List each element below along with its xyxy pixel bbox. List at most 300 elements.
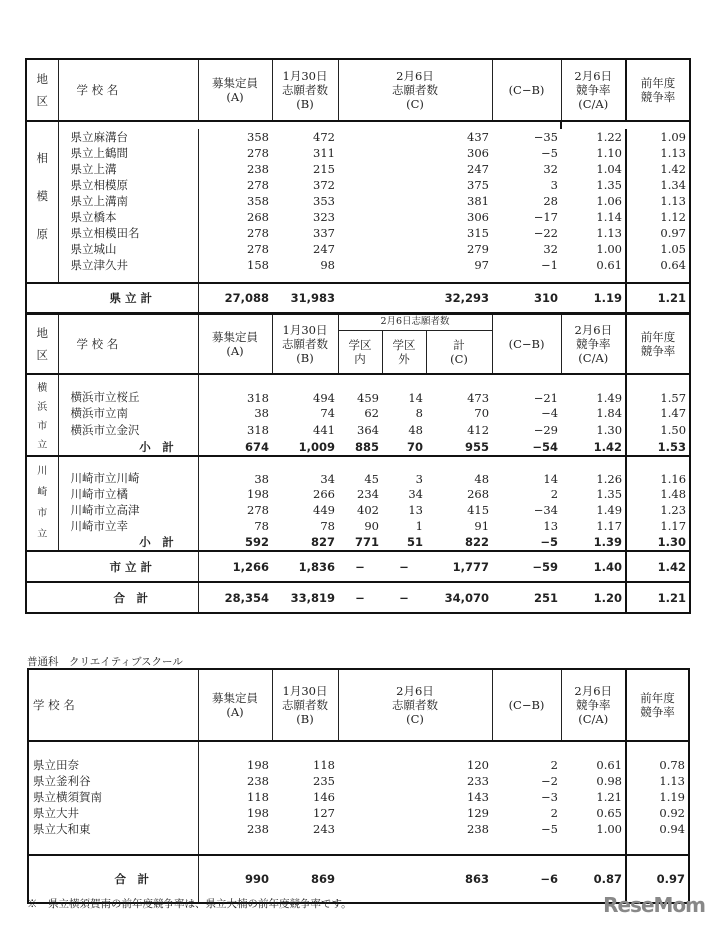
header-school: 学 校 名 xyxy=(58,59,198,121)
spacer-cell xyxy=(626,273,690,283)
total-value: 1.19 xyxy=(561,283,626,313)
value-cell: −2 xyxy=(541,774,558,788)
header-school: 学 校 名 xyxy=(33,698,75,712)
value-cell: 337 xyxy=(313,226,335,240)
total-value: − xyxy=(382,582,426,613)
header-line: 志願者数 xyxy=(282,698,328,712)
value-cell: 278 xyxy=(198,502,272,518)
value-cell: 235 xyxy=(313,774,335,788)
value-cell: 247 xyxy=(313,242,335,256)
table-row xyxy=(26,502,690,518)
value-cell: 441 xyxy=(313,423,335,438)
value-cell: 3 xyxy=(550,178,558,192)
header-line: (C/A) xyxy=(578,97,609,111)
school-name: 県立田奈 xyxy=(33,758,79,772)
value-cell: 32 xyxy=(543,162,558,176)
school-name: 県立大井 xyxy=(33,806,79,820)
value-cell: 1.39 xyxy=(593,535,623,549)
value-cell: 1.35 xyxy=(596,178,622,192)
district-char: 原 xyxy=(36,227,48,241)
header-school: 学 校 名 xyxy=(58,314,198,374)
spacer-cell xyxy=(492,273,561,283)
value-cell: 402 xyxy=(357,503,379,517)
school-name: 県立上溝 xyxy=(70,162,117,176)
spacer-cell xyxy=(198,121,272,129)
header-line: (B) xyxy=(296,97,314,111)
total-row xyxy=(26,551,690,582)
total-value: 1.40 xyxy=(561,551,626,582)
value-cell: 198 xyxy=(198,757,272,773)
table-row xyxy=(26,225,690,241)
value-cell: 1.35 xyxy=(596,487,623,501)
header-line: 区 xyxy=(36,94,48,108)
spacer-cell xyxy=(272,121,338,129)
header-line: 1月30日 xyxy=(282,323,328,337)
value-cell: 78 xyxy=(198,518,272,534)
total-row xyxy=(26,582,690,613)
value-cell: 1.42 xyxy=(626,161,690,177)
value-cell: 0.61 xyxy=(596,258,622,272)
header-prev xyxy=(626,669,689,741)
table-row xyxy=(26,518,690,534)
value-cell: 494 xyxy=(272,374,338,405)
table-row xyxy=(28,773,689,789)
spacer-cell xyxy=(492,121,561,129)
value-cell: 1.48 xyxy=(626,486,690,502)
city-table xyxy=(25,313,691,614)
value-cell: 473 xyxy=(426,374,492,405)
header-c-out xyxy=(382,330,426,374)
value-cell: 247 xyxy=(467,162,489,176)
school-name: 県立上溝南 xyxy=(70,194,128,208)
school-name: 県立橋本 xyxy=(70,210,117,224)
value-cell: 0.61 xyxy=(596,758,622,772)
subtotal-row xyxy=(26,534,690,551)
value-cell: −34 xyxy=(533,503,559,517)
table-row xyxy=(26,241,690,257)
table-row xyxy=(26,257,690,273)
table-row xyxy=(26,374,690,405)
spacer-cell xyxy=(338,837,492,855)
value-cell: 1 xyxy=(415,519,423,533)
value-cell: 48 xyxy=(408,423,423,438)
value-cell: 315 xyxy=(467,226,489,240)
value-cell: −29 xyxy=(533,423,559,438)
value-cell: −4 xyxy=(541,406,559,421)
header-line: (B) xyxy=(296,712,314,726)
value-cell: 1.49 xyxy=(561,374,626,405)
value-cell: 34 xyxy=(272,456,338,486)
school-name: 県立城山 xyxy=(70,242,117,256)
district-char: 模 xyxy=(36,189,48,203)
header-row xyxy=(28,669,689,741)
footnote: ※ 県立横須賀南の前年度競争率は、県立大楠の前年度競争率です。 xyxy=(27,898,352,910)
total-value: 1,777 xyxy=(426,551,492,582)
value-cell: 98 xyxy=(320,258,335,272)
header-line: (C) xyxy=(406,97,424,111)
value-cell: 306 xyxy=(467,210,489,224)
total-value: 869 xyxy=(272,855,338,903)
value-cell: 38 xyxy=(198,405,272,422)
value-cell: 358 xyxy=(198,193,272,209)
value-cell: −17 xyxy=(533,210,558,224)
value-cell: 278 xyxy=(198,145,272,161)
school-name: 川崎市立高津 xyxy=(70,503,140,517)
header-line: 1月30日 xyxy=(282,69,328,83)
school-name: 県立麻溝台 xyxy=(70,130,128,144)
header-rate xyxy=(561,59,626,121)
total-value: 1.20 xyxy=(561,582,626,613)
school-name: 川崎市立幸 xyxy=(70,519,128,533)
value-cell: 771 xyxy=(354,535,379,549)
header-b xyxy=(272,314,338,374)
value-cell: 885 xyxy=(354,439,379,454)
school-name: 県立釜利谷 xyxy=(33,774,91,788)
value-cell: 1.34 xyxy=(626,177,690,193)
spacer-cell xyxy=(492,837,561,855)
value-cell: 70 xyxy=(406,439,423,454)
total-value: 33,819 xyxy=(272,582,338,613)
header-line: 志願者数 xyxy=(392,698,438,712)
spacer-row xyxy=(26,273,690,283)
value-cell: 13 xyxy=(543,519,559,533)
header-b xyxy=(272,669,338,741)
header-line: 前年度 xyxy=(640,691,675,705)
total-value: 1.42 xyxy=(626,551,690,582)
value-cell: −54 xyxy=(532,439,559,454)
table-row xyxy=(26,161,690,177)
value-cell: 318 xyxy=(198,374,272,405)
value-cell: 32 xyxy=(543,242,558,256)
spacer-row xyxy=(28,741,689,757)
value-cell: 1.50 xyxy=(626,422,690,439)
district-char: 浜 xyxy=(37,402,48,413)
header-row xyxy=(26,314,690,330)
district-char: 市 xyxy=(37,508,48,519)
value-cell: 238 xyxy=(198,161,272,177)
header-district xyxy=(26,314,58,374)
sagamihara-table xyxy=(25,58,691,314)
header-line: 競争率 xyxy=(640,90,676,104)
value-cell: 2 xyxy=(550,487,559,501)
value-cell: 14 xyxy=(492,456,561,486)
header-c xyxy=(338,669,492,741)
value-cell: 28 xyxy=(543,194,558,208)
value-cell: 91 xyxy=(474,519,490,533)
header-line: 区 xyxy=(36,348,48,362)
creative-table xyxy=(27,668,690,904)
value-cell: 1.13 xyxy=(626,145,690,161)
spacer-cell xyxy=(272,273,338,283)
header-line: (B) xyxy=(296,351,314,365)
total-value: 1,266 xyxy=(198,551,272,582)
spacer-cell xyxy=(626,741,689,757)
value-cell: 1.53 xyxy=(626,438,690,456)
header-line: (A) xyxy=(226,90,244,104)
header-line: 内 xyxy=(354,351,366,366)
value-cell: 3 xyxy=(382,456,426,486)
total-value: 31,983 xyxy=(272,283,338,313)
value-cell: 268 xyxy=(467,487,490,501)
school-name: 川崎市立橘 xyxy=(70,487,128,501)
header-prev xyxy=(626,314,690,374)
value-cell: 323 xyxy=(313,210,335,224)
value-cell: 34 xyxy=(408,487,423,501)
header-cb: (C−B) xyxy=(492,669,561,741)
value-cell: 120 xyxy=(467,758,489,772)
spacer-cell xyxy=(492,741,561,757)
header-cb: (C−B) xyxy=(492,59,561,121)
spacer-cell xyxy=(561,741,626,757)
total-value: −6 xyxy=(492,855,561,903)
value-cell: 238 xyxy=(467,822,489,836)
value-cell: 234 xyxy=(357,487,379,501)
header-line: 学区 xyxy=(348,337,372,352)
value-cell: 1.06 xyxy=(596,194,622,208)
table-row xyxy=(26,177,690,193)
header-district xyxy=(26,59,58,121)
total-label: 県 立 計 xyxy=(26,283,198,313)
value-cell: 1.19 xyxy=(626,789,689,805)
total-value: − xyxy=(338,582,382,613)
total-value: 251 xyxy=(492,582,561,613)
value-cell: −3 xyxy=(541,790,558,804)
value-cell: 1.30 xyxy=(626,534,690,551)
header-line: (C) xyxy=(450,351,468,366)
header-rate xyxy=(561,669,626,741)
table-row xyxy=(26,422,690,439)
total-value: − xyxy=(338,551,382,582)
value-cell: 1.10 xyxy=(596,146,622,160)
value-cell: 1.09 xyxy=(626,129,690,145)
district-char: 相 xyxy=(36,151,48,165)
value-cell: 1.16 xyxy=(626,456,690,486)
total-value: 0.87 xyxy=(561,855,626,903)
value-cell: 449 xyxy=(313,503,335,517)
header-line: 学区 xyxy=(392,337,416,352)
value-cell: 0.98 xyxy=(596,774,622,788)
header-line: 募集定員 xyxy=(212,691,258,705)
value-cell: 118 xyxy=(198,789,272,805)
value-cell: 8 xyxy=(415,406,423,421)
value-cell: 0.92 xyxy=(626,805,689,821)
value-cell: 1.57 xyxy=(626,374,690,405)
value-cell: −22 xyxy=(533,226,558,240)
header-line: 競争率 xyxy=(576,337,611,351)
value-cell: 0.94 xyxy=(626,821,689,837)
value-cell: 1.17 xyxy=(626,518,690,534)
value-cell: 158 xyxy=(198,257,272,273)
value-cell: 215 xyxy=(313,162,335,176)
district-char: 川 xyxy=(37,466,48,477)
value-cell: 198 xyxy=(198,805,272,821)
value-cell: 459 xyxy=(338,374,382,405)
school-name: 横浜市立桜丘 xyxy=(58,374,198,405)
district-label xyxy=(26,129,58,283)
value-cell: 1,009 xyxy=(298,439,335,454)
header-c-total xyxy=(426,330,492,374)
value-cell: −21 xyxy=(492,374,561,405)
header-line: 2月6日 xyxy=(396,69,434,83)
value-cell: 198 xyxy=(198,486,272,502)
value-cell: 48 xyxy=(426,456,492,486)
total-value: 863 xyxy=(338,855,492,903)
value-cell: −1 xyxy=(541,258,558,272)
header-line: 募集定員 xyxy=(212,330,258,344)
header-line: 地 xyxy=(36,326,48,340)
value-cell: 1.05 xyxy=(626,241,690,257)
value-cell: 364 xyxy=(357,423,379,438)
value-cell: 1.49 xyxy=(596,503,623,517)
value-cell: 90 xyxy=(364,519,379,533)
table-row xyxy=(28,757,689,773)
district-label xyxy=(26,374,58,456)
spacer-cell xyxy=(338,741,492,757)
value-cell: 318 xyxy=(198,422,272,439)
header-rate xyxy=(561,314,626,374)
subtotal-row xyxy=(26,438,690,456)
total-value: −59 xyxy=(492,551,561,582)
header-line: 2月6日 xyxy=(574,69,613,83)
value-cell: 415 xyxy=(467,503,490,517)
value-cell: 0.97 xyxy=(626,225,690,241)
value-cell: 2 xyxy=(550,806,558,820)
value-cell: 2 xyxy=(550,758,558,772)
value-cell: 306 xyxy=(467,146,489,160)
value-cell: 1.13 xyxy=(626,773,689,789)
value-cell: 822 xyxy=(465,535,490,549)
total-value: 1,836 xyxy=(272,551,338,582)
value-cell: 0.64 xyxy=(626,257,690,273)
value-cell: 146 xyxy=(313,790,335,804)
total-value: 34,070 xyxy=(426,582,492,613)
spacer-cell xyxy=(198,741,272,757)
value-cell: 1.84 xyxy=(596,406,623,421)
value-cell: 1.17 xyxy=(596,519,623,533)
total-row xyxy=(26,283,690,313)
school-name: 横浜市立南 xyxy=(70,406,128,421)
value-cell: 1.42 xyxy=(593,439,623,454)
value-cell: 592 xyxy=(198,534,272,551)
header-line: 競争率 xyxy=(576,698,611,712)
table-row xyxy=(26,129,690,145)
spacer-cell xyxy=(26,121,58,129)
value-cell: 1.04 xyxy=(596,162,622,176)
value-cell: 62 xyxy=(364,406,379,421)
value-cell: 1.21 xyxy=(596,790,622,804)
district-char: 横 xyxy=(37,383,48,394)
value-cell: 278 xyxy=(198,225,272,241)
header-line: 競争率 xyxy=(576,83,611,97)
value-cell: 674 xyxy=(198,438,272,456)
value-cell: 1.30 xyxy=(596,423,623,438)
value-cell: 311 xyxy=(313,146,335,160)
value-cell: 143 xyxy=(467,790,489,804)
value-cell: 472 xyxy=(313,130,335,144)
value-cell: 279 xyxy=(467,242,489,256)
value-cell: 78 xyxy=(320,519,335,533)
header-line: 計 xyxy=(453,337,465,352)
value-cell: 70 xyxy=(474,406,490,421)
value-cell: 278 xyxy=(198,241,272,257)
header-row xyxy=(26,59,690,121)
total-value: 1.21 xyxy=(626,283,690,313)
header-line: 競争率 xyxy=(640,705,675,719)
value-cell: 353 xyxy=(313,194,335,208)
school-name: 県立相模原 xyxy=(70,178,128,192)
total-value: 0.97 xyxy=(626,855,689,903)
value-cell: 827 xyxy=(310,535,335,549)
value-cell: 238 xyxy=(198,773,272,789)
spacer-row xyxy=(28,837,689,855)
header-cb: (C−B) xyxy=(492,314,561,374)
school-name: 県立相模田名 xyxy=(70,226,140,240)
spacer-cell xyxy=(28,837,198,855)
spacer-row xyxy=(26,121,690,129)
header-a xyxy=(198,669,272,741)
spacer-cell xyxy=(626,837,689,855)
header-a xyxy=(198,314,272,374)
school-name: 小 計 xyxy=(139,535,174,549)
spacer-cell xyxy=(338,121,492,129)
value-cell: 437 xyxy=(467,130,489,144)
header-line: 前年度 xyxy=(640,76,676,90)
value-cell: 278 xyxy=(198,177,272,193)
value-cell: 0.78 xyxy=(626,757,689,773)
school-name: 小 計 xyxy=(139,439,174,454)
spacer-cell xyxy=(561,837,626,855)
table-row xyxy=(28,789,689,805)
header-line: 2月6日 xyxy=(396,684,434,698)
value-cell: 268 xyxy=(198,209,272,225)
value-cell: 13 xyxy=(408,503,423,517)
value-cell: 1.13 xyxy=(626,193,690,209)
value-cell: 127 xyxy=(313,806,335,820)
district-label xyxy=(26,456,58,551)
value-cell: 1.13 xyxy=(596,226,622,240)
header-c xyxy=(338,59,492,121)
value-cell: 955 xyxy=(465,439,490,454)
value-cell: 1.26 xyxy=(561,456,626,486)
header-line: (C/A) xyxy=(578,351,609,365)
total-label: 合 計 xyxy=(28,855,198,903)
header-a xyxy=(198,59,272,121)
district-char: 立 xyxy=(37,529,48,540)
spacer-cell xyxy=(561,273,626,283)
total-value: 1.21 xyxy=(626,582,690,613)
value-cell: 118 xyxy=(313,758,335,772)
school-name: 川崎市立川崎 xyxy=(58,456,198,486)
header-line: 志願者数 xyxy=(282,83,328,97)
header-c-group: 2月6日志願者数 xyxy=(338,314,492,330)
header-line: 募集定員 xyxy=(212,76,258,90)
value-cell: 1.47 xyxy=(626,405,690,422)
value-cell: 233 xyxy=(467,774,489,788)
school-name: 県立津久井 xyxy=(70,258,128,272)
spacer-cell xyxy=(198,273,272,283)
spacer-cell xyxy=(272,837,338,855)
header-c-in xyxy=(338,330,382,374)
value-cell: −35 xyxy=(533,130,558,144)
school-name: 県立大和東 xyxy=(33,822,91,836)
spacer-cell xyxy=(561,121,626,129)
value-cell: 381 xyxy=(467,194,489,208)
header-line: 志願者数 xyxy=(392,83,438,97)
district-char: 市 xyxy=(37,421,48,432)
value-cell: 1.23 xyxy=(626,502,690,518)
school-name: 県立上鶴間 xyxy=(70,146,128,160)
value-cell: 238 xyxy=(198,821,272,837)
